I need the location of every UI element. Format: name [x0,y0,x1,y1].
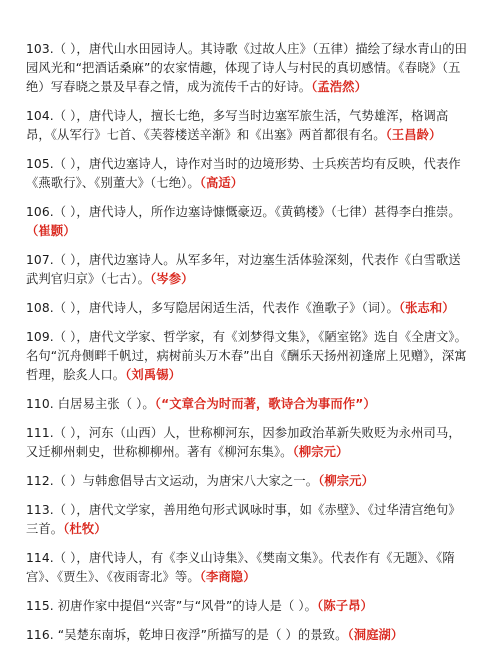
answer: （高适） [199,176,244,190]
question-text: 107.（ ），唐代边塞诗人。从军多年，对边塞生活体验深刻，代表作《白雪歌送武判官归京》（七古）。 [26,253,461,286]
answer: （岑参） [150,272,194,286]
answer: （柳宗元） [292,445,349,459]
question-text: 116. “吴楚东南坼，乾坤日夜浮”所描写的是（ ）的景致。 [26,628,348,642]
question-108 [26,299,470,318]
question-111 [26,424,470,462]
question-116 [26,626,470,645]
answer: （杜牧） [63,522,107,536]
question-text: 113.（ ），唐代文学家，善用绝句形式讽咏时事，如《赤壁》、《过华清宫绝句》三首。 [26,503,461,536]
question-text: 114.（ ），唐代诗人，有《李义山诗集》、《樊南文集》。代表作有《无题》、《隋宫》、《贾生》、《夜雨寄北》等。 [26,551,455,584]
question-text: 109.（ ），唐代文学家、哲学家，有《刘梦得文集》，《陋室铭》选自《全唐文》。名句“沉舟侧畔千帆过，病树前头万木春”出自《酬乐天扬州初逢席上见赠》，深寓哲理，脍炙人口。 [26,330,468,382]
answer: （张志和） [398,301,455,315]
question-text: 106.（ ），唐代诗人，所作边塞诗慷慨豪迈。《黄鹤楼》（七律）甚得李白推崇。 [26,205,461,219]
question-text: 108.（ ），唐代诗人，多写隐居闲适生活，代表作《渔歌子》（词）。 [26,301,399,315]
answer: （柳宗元） [318,474,374,488]
question-109 [26,328,470,385]
question-text: 111.（ ），河东（山西）人，世称柳河东，因参加政治革新失败贬为永州司马，又迁柳州刺史，世称柳柳州。著有《柳河东集》。 [26,426,461,459]
question-114 [26,549,470,587]
question-106 [26,203,470,241]
question-text: 103.（ ），唐代山水田园诗人。其诗歌《过故人庄》（五律）描绘了绿水青山的田园风光和“把酒话桑麻”的农家情趣，体现了诗人与村民的真切感情。《春晓》（五绝）写春晓之景及早春之情，成为流传千古的好诗。 [26,42,467,94]
question-103 [26,40,470,97]
question-107 [26,251,470,289]
question-text: 110. 白居易主张（ ）。 [26,397,155,411]
answer: （洞庭湖） [347,628,404,642]
question-104 [26,107,470,145]
question-105 [26,155,470,193]
question-112 [26,472,470,491]
answer: （刘禹锡） [125,368,182,382]
question-text: 115. 初唐作家中提倡“兴寄”与“风骨”的诗人是（ ）。 [26,599,318,613]
question-115 [26,597,470,616]
answer: （陈子昂） [317,599,373,613]
answer: （李商隐） [199,570,256,584]
answer: （崔颢） [26,224,76,238]
answer: （王昌龄） [385,128,442,142]
answer: （孟浩然） [311,80,367,94]
question-110 [26,395,470,414]
question-text: 105.（ ），唐代边塞诗人，诗作对当时的边境形势、士兵疾苦均有反映，代表作《燕歌行》、《别董大》（七绝）。 [26,157,461,190]
question-113 [26,501,470,539]
question-text: 104.（ ），唐代诗人，擅长七绝，多写当时边塞军旅生活，气势雄浑，格调高昂，《从军行》七首、《芙蓉楼送辛渐》和《出塞》两首都很有名。 [26,109,449,142]
question-text: 112.（ ）与韩愈倡导古文运动，为唐宋八大家之一。 [26,474,319,488]
answer: （“文章合为时而著，歌诗合为事而作”） [154,397,376,411]
